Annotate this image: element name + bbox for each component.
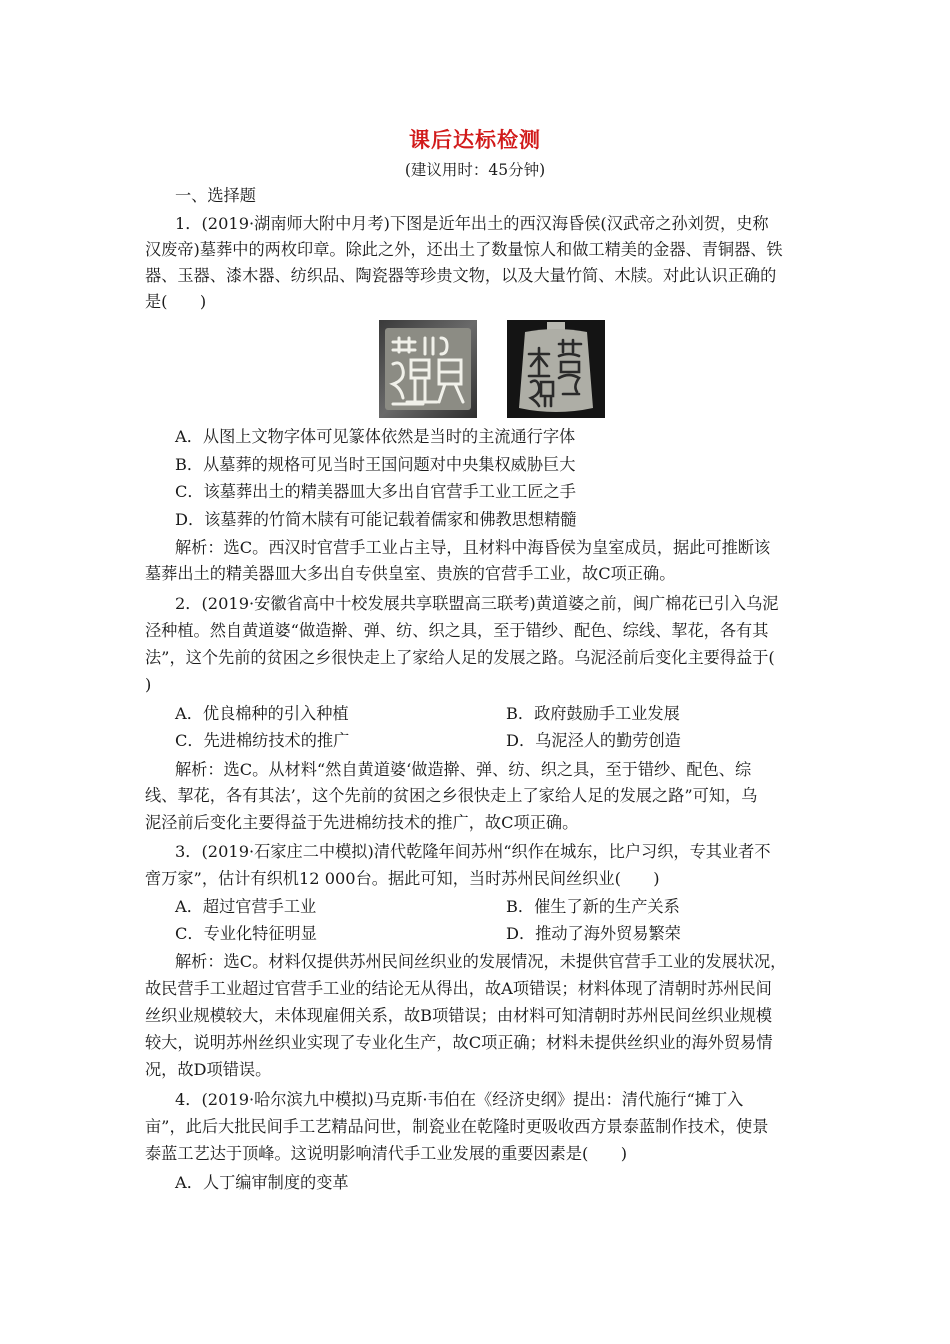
q4-stem-line: 泰蓝工艺达于顶峰。这说明影响清代手工业发展的重要因素是( ) (145, 1144, 628, 1163)
q4-stem-line: 亩”，此后大批民间手工艺精品问世，制瓷业在乾隆时更吸收西方景泰蓝制作技术，使景 (145, 1117, 769, 1136)
q2-analysis-line: 泥泾前后变化主要得益于先进棉纺技术的推广，故C项正确。 (145, 813, 579, 832)
q1-option-c: C．该墓葬出土的精美器皿大多出自官营手工业工匠之手 (175, 482, 576, 501)
q2-stem-line: 2．(2019·安徽省高中十校发展共享联盟高三联考)黄道婆之前，闽广棉花已引入乌泥 (175, 594, 779, 613)
q1-option-b: B．从墓葬的规格可见当时王国问题对中央集权威胁巨大 (175, 455, 576, 474)
q2-analysis-line: 线、挈花，各有其法’，这个先前的贫困之乡很快走上了家给人足的发展之路”可知，乌 (145, 786, 758, 805)
q3-option-b: B．催生了新的生产关系 (506, 897, 680, 916)
q3-analysis-line: 丝织业规模较大，未体现雇佣关系，故B项错误；由材料可知清朝时苏州民间丝织业规模 (145, 1006, 773, 1025)
q3-option-d: D．推动了海外贸易繁荣 (506, 924, 681, 943)
q3-option-c: C．专业化特征明显 (175, 924, 317, 943)
q1-analysis-line: 解析：选C。西汉时官营手工业占主导，且材料中海昏侯为皇室成员，据此可推断该 (175, 538, 771, 557)
time-hint: (建议用时：45分钟) (404, 161, 546, 179)
q3-analysis-line: 解析：选C。材料仅提供苏州民间丝织业的发展情况，未提供官营手工业的发展状况， (175, 952, 787, 971)
q3-analysis-line: 故民营手工业超过官营手工业的结论无从得出，故A项错误；材料体现了清朝时苏州民间 (145, 979, 772, 998)
page-title: 课后达标检测 (409, 128, 541, 152)
q2-stem-line: 法”，这个先前的贫困之乡很快走上了家给人足的发展之路。乌泥泾前后变化主要得益于( (145, 648, 775, 667)
q4-option-a: A．人丁编审制度的变革 (175, 1173, 349, 1192)
q3-analysis-line: 较大，说明苏州丝织业实现了专业化生产，故C项正确；材料未提供丝织业的海外贸易情 (145, 1033, 773, 1052)
q1-option-d: D．该墓葬的竹简木牍有可能记载着儒家和佛教思想精髓 (175, 510, 577, 529)
q4-stem-line: 4．(2019·哈尔滨九中模拟)马克斯·韦伯在《经济史纲》提出：清代施行“摊丁入 (175, 1090, 744, 1109)
q2-analysis-line: 解析：选C。从材料“然自黄道婆‘做造擀、弹、纺、织之具，至于错纱、配色、综 (175, 760, 752, 779)
seal-image-right (507, 320, 605, 418)
seal-image-left (379, 320, 477, 418)
q1-stem-line: 汉废帝)墓葬中的两枚印章。除此之外，还出土了数量惊人和做工精美的金器、青铜器、铁 (145, 240, 783, 259)
q2-stem-line: 泾种植。然自黄道婆“做造擀、弹、纺、织之具，至于错纱、配色、综线、挈花，各有其 (145, 621, 769, 640)
q1-stem-line: 是( ) (145, 292, 207, 311)
q3-stem-line: 啻万家”，估计有织机12 000台。据此可知，当时苏州民间丝织业( ) (145, 869, 660, 888)
q2-option-a: A．优良棉种的引入种植 (175, 704, 349, 723)
q3-option-a: A．超过官营手工业 (175, 897, 317, 916)
section-heading: 一、选择题 (175, 186, 256, 205)
q2-stem-line: ) (145, 675, 152, 694)
q3-analysis-line: 况，故D项错误。 (145, 1060, 272, 1079)
q2-option-d: D．乌泥泾人的勤劳创造 (506, 731, 681, 750)
q2-option-c: C．先进棉纺技术的推广 (175, 731, 350, 750)
q3-stem-line: 3．(2019·石家庄二中模拟)清代乾隆年间苏州“织作在城东，比户习织，专其业者不 (175, 842, 771, 861)
q1-stem-line: 器、玉器、漆木器、纺织品、陶瓷器等珍贵文物，以及大量竹简、木牍。对此认识正确的 (145, 266, 777, 285)
q1-analysis-line: 墓葬出土的精美器皿大多出自专供皇室、贵族的官营手工业，故C项正确。 (145, 564, 676, 583)
q1-option-a: A．从图上文物字体可见篆体依然是当时的主流通行字体 (175, 427, 576, 446)
q2-option-b: B．政府鼓励手工业发展 (506, 704, 680, 723)
q1-stem-line: 1．(2019·湖南师大附中月考)下图是近年出土的西汉海昏侯(汉武帝之孙刘贺，史称 (175, 214, 769, 233)
